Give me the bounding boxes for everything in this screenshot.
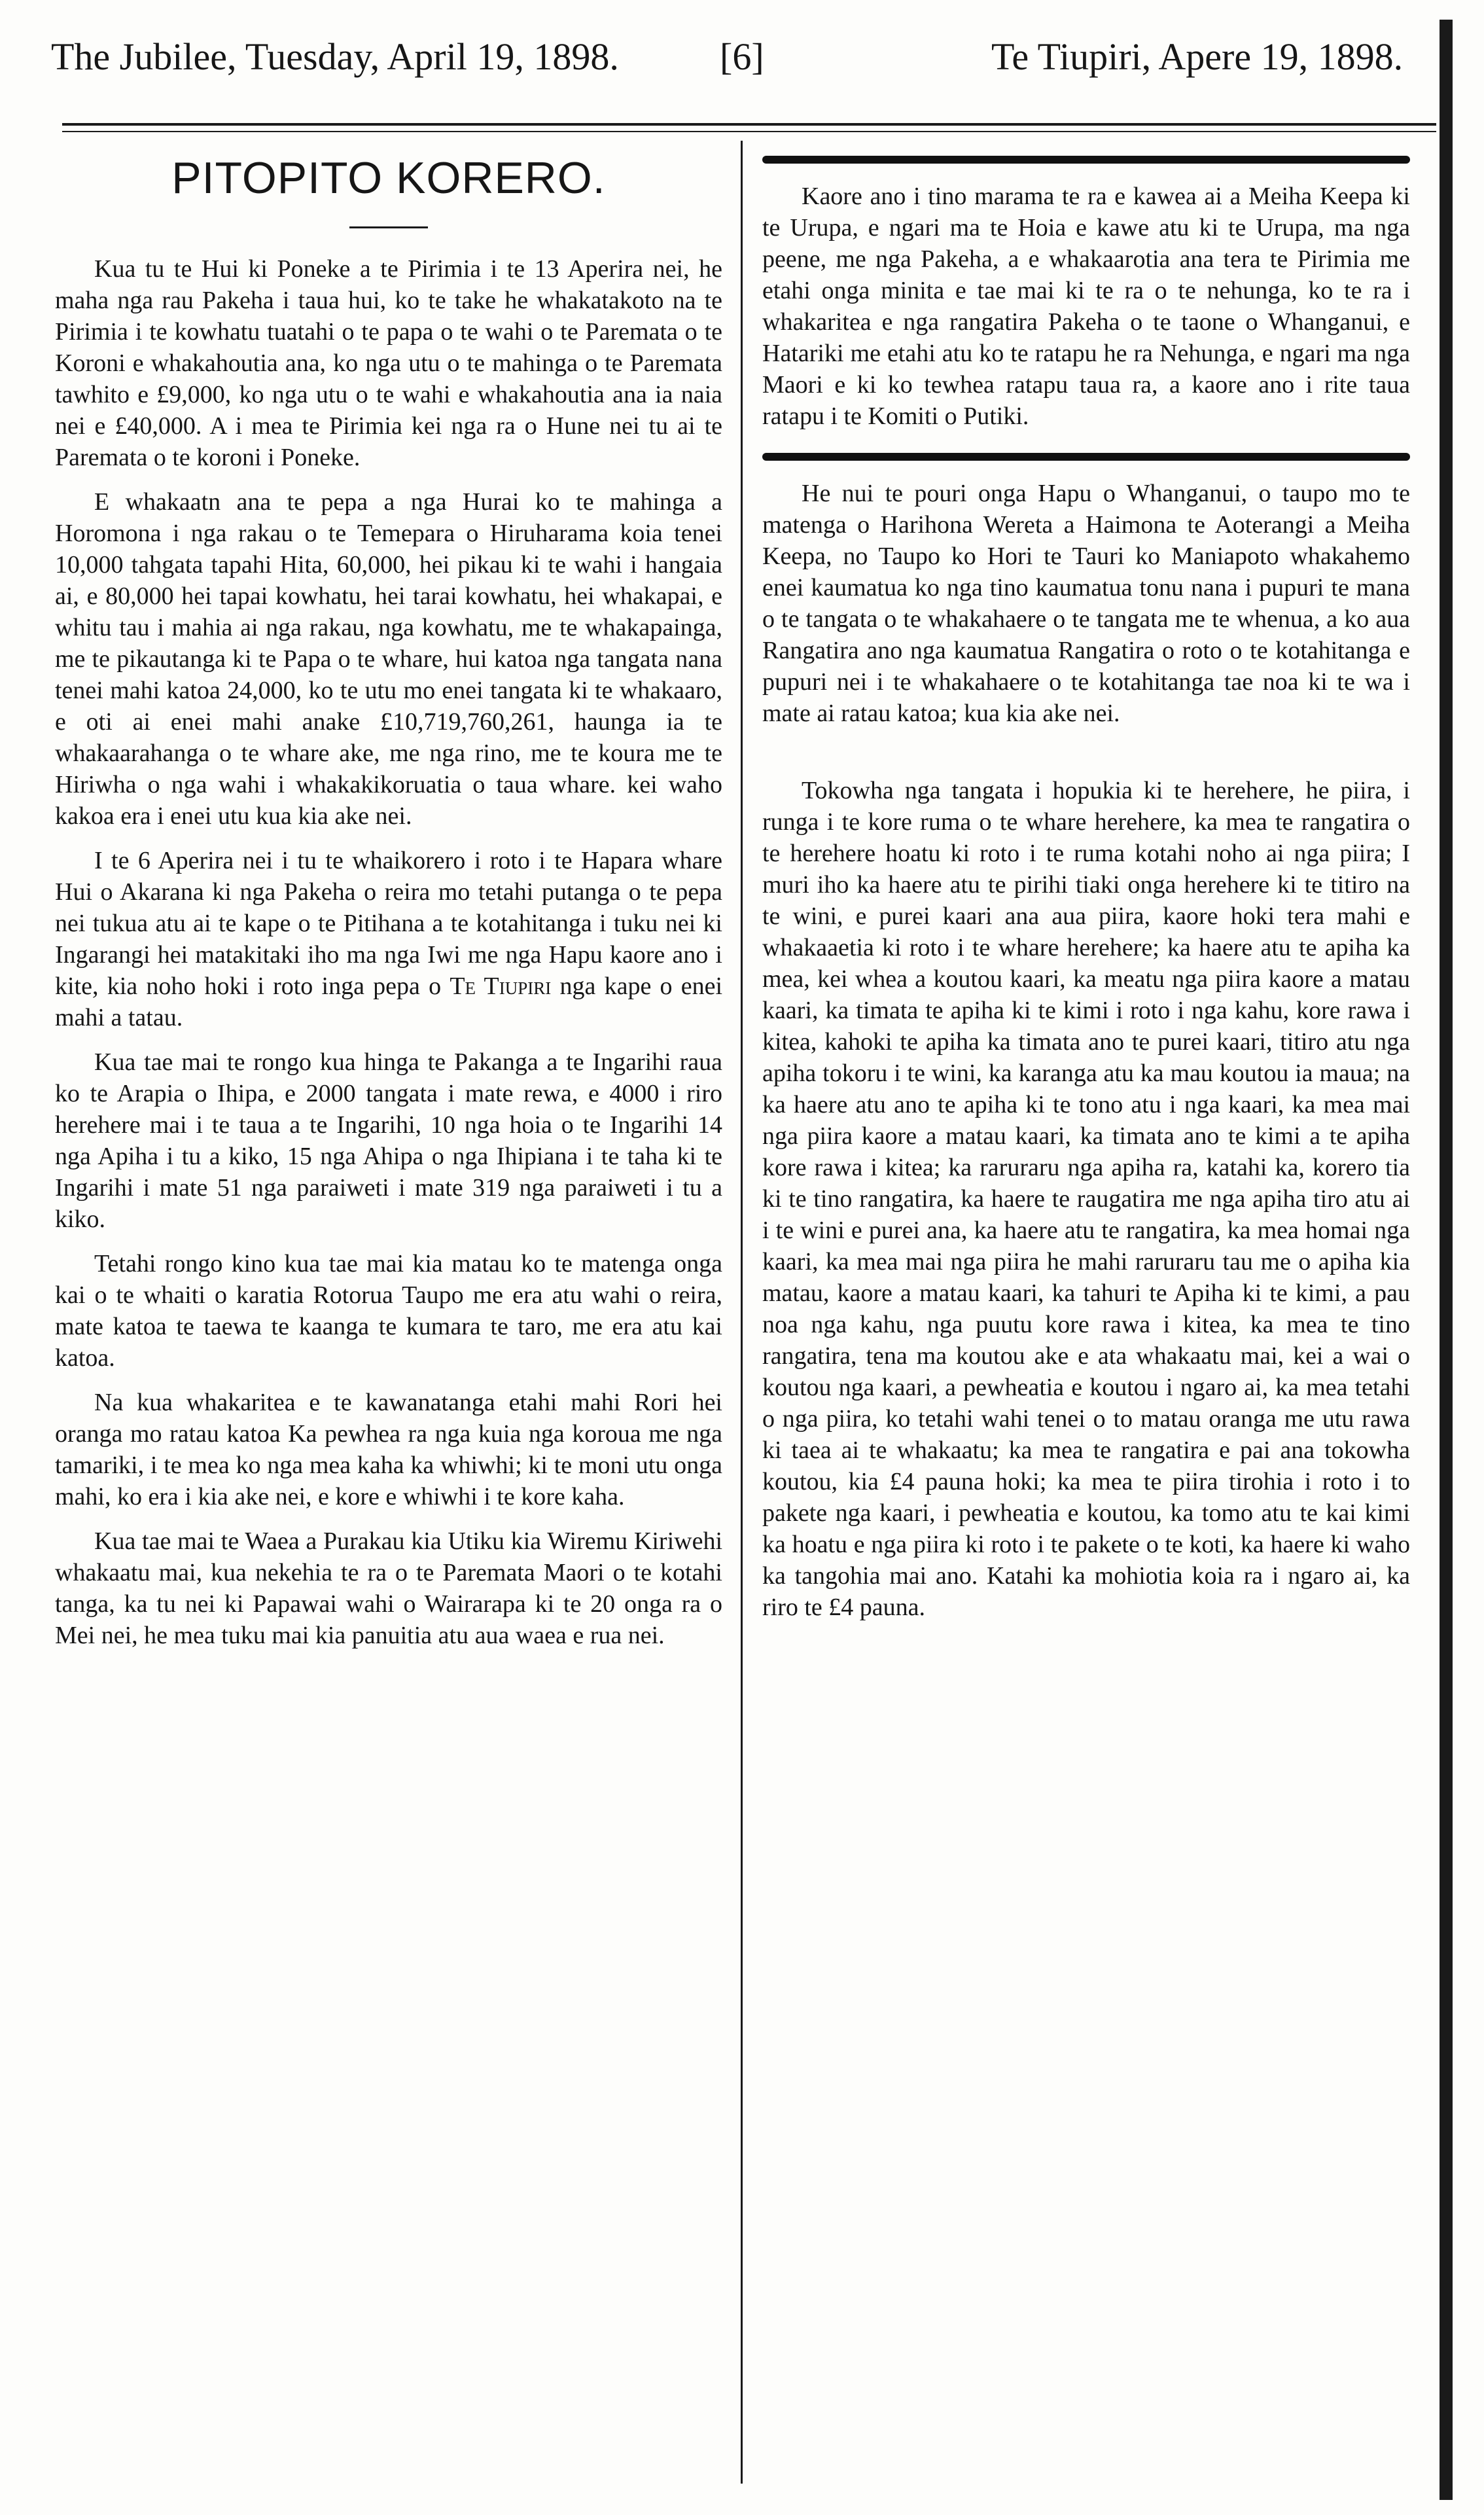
right-column (762, 137, 1410, 1636)
article-paragraph: Tokowha nga tangata i hopukia ki te herehere, he piira, i runga i te kore ruma o te whare herehere, ka mea te rangatira o te herehere hoatu ki roto i te ruma kotahi noho ai nga piira; I muri iho ka haere atu te pirihi tiaki onga herehere ki te titiro na te wini, e purei kaari ana aua piira, kaore hoki tera mahi e whakaaetia ki roto i te whare herehere; ka haere atu te apiha ka mea, kei whea a koutou kaari, ka meatu nga piira kaore a matau kaari, ka timata te apiha ki te kimi i roto i nga kahu, kore rawa i kitea, kahoki te apiha ka timata ano te purei kaari, titiro atu nga apiha tokoru i te wini, ka karanga atu ka mau koutou ia maua; na ka haere atu ano te apiha ki te tono atu i nga kaari, ka mea mai nga piira kaore a matau kaari, ka timata ano te kimi a te apiha kore rawa i kitea; ka raruraru nga apiha ra, katahi ka, korero tia ki te tino rangatira, ka haere te raugatira me nga apiha tiro atu ai i te wini e purei ana, ka haere atu te rangatira, ka mea homai nga kaari, ka mea mai nga piira he mahi raruraru tau me o apiha kia matau, kaore a matau kaari, ka tahuri te Apiha ki te kimi, a pau noa nga kahu, nga puutu kore rawa i kitea, ka mea te tino rangatira, tena ma koutou ake e ata whakaatu mai, kei a wai o koutou nga kaari, a pewheatia e koutou i ngaro ai, ka mea tetahi o nga piira, ko tetahi wahi tenei o to matau oranga me utu rawa ki taea ai te whakaatu; ka mea te rangatira e pai ana tokowha koutou, kia £4 pauna hoki; ka mea te piira tirohia i roto i to pakete nga kaari, i pewheatia e koutou, ka tomo atu te kai kimi ka hoatu e nga piira ki roto i te pakete o te koti, ka haere ki waho ka tangohia mai ano. Katahi ka mohiotia koia ra i ngaro ai, ka riro te £4 pauna. (762, 777, 1410, 1621)
newspaper-name: Te Tiupiri (450, 972, 552, 1000)
article-paragraph: Kua tae mai te rongo kua hinga te Pakanga a te Ingarihi raua ko te Arapia o Ihipa, e 2000 tangata i mate rewa, e 4000 i riro herehere mai i te taua a te Ingarihi, 10 nga hoia o te Ingarihi 14 nga Apiha i tu a kiko, 15 nga Ahipa o nga Ihipiana i te taha ki te Ingarihi i mate 51 nga paraiweti i mate 319 nga paraiweti i tu a kiko. (55, 1048, 722, 1233)
article-paragraph (55, 845, 722, 1033)
article-paragraph: Kua tu te Hui ki Poneke a te Pirimia i te 13 Aperira nei, he maha nga rau Pakeha i taua hui, ko te take he whakatakoto na te Pirimia i te kowhatu tuatahi o te papa o te wahi o te Paremata o te Koroni e whakahoutia ana, ko nga utu o te mahinga o te Paremata tawhito e £9,000, ko nga utu o te wahi e whakahoutia ana ia naia nei e £40,000. A i mea te Pirimia kei nga ra o Hune nei tu ai te Paremata o te koroni i Poneke. (55, 255, 722, 471)
section-title: PITOPITO KORERO. (171, 153, 606, 203)
column-divider (741, 141, 743, 2484)
paragraph-text: nga kape o enei mahi a tatau. (55, 972, 723, 1031)
article-paragraph: He nui te pouri onga Hapu o Whanganui, o taupo mo te matenga o Harihona Wereta a Haimona te Aoterangi a Meiha Keepa, no Taupo ko Hori te Tauri ko Maniapoto whakahemo enei kaumatua ko nga tino kaumatua tonu nana i pupuri te mana o te tangata o te whakahaere o te tangata me te whenua, a ko aua Rangatira ano nga kaumatua Rangatira o roto o te kotahitanga e pupuri nei i te whakahaere o te kotahitanga tae noa ki te wa i mate ai ratau katoa; kua kia ake nei. (762, 480, 1410, 727)
section-divider (762, 453, 1410, 461)
left-column (55, 137, 722, 1664)
section-divider (762, 156, 1410, 164)
article-paragraph: Kaore ano i tino marama te ra e kawea ai a Meiha Keepa ki te Urupa, e ngari ma te Hoia e kawe atu ki te Urupa, ma nga peene, me nga Pakeha, a e whakaarotia ana tera te Pirimia me etahi onga minita e tae mai ki te ra o te nehunga, ko te ra i whakaritea e nga rangatira Pakeha o te taone o Whanganui, e Hatariki me etahi atu ko te ratapu he ra Nehunga, e ngari ma nga Maori e ki ko tewhea ratapu taua ra, a kaore ano i rite taua ratapu i te Komiti o Putiki. (762, 183, 1410, 430)
page-number: [6] (720, 35, 764, 78)
title-underline (349, 226, 428, 228)
masthead-left: The Jubilee, Tuesday, April 19, 1898. (51, 35, 619, 78)
masthead-right: Te Tiupiri, Apere 19, 1898. (991, 35, 1404, 78)
paragraph-gap (762, 742, 1410, 775)
article-paragraph: E whakaatn ana te pepa a nga Hurai ko te mahinga a Horomona i nga rakau o te Temepara o Hiruharama koia tenei 10,000 tahgata tapahi Hita, 60,000, hei pikau ki te wahi i hangaia ai, e 80,000 hei tapai kowhatu, hei tarai kowhatu, hei whakapai, e whitu tau i mahia ai nga rakau, nga kowhatu, me te whakapainga, me te pikautanga ki te Papa o te whare, hui katoa nga tangata nana tenei mahi katoa 24,000, ko te utu mo enei tangata ki te whakaaro, e oti ai enei mahi anake £10,719,760,261, haunga ia te whakaarahanga o te whare ake, me nga rino, me te koura me te Hiriwha o nga wahi i whakakikoruatia o taua whare. kei waho kakoa era i enei utu kua kia ake nei. (55, 488, 722, 830)
paragraph-text: I te 6 Aperira nei i tu te whaikorero i roto i te Hapara whare Hui o Akarana ki nga Pakeha o reira mo tetahi putanga o te pepa nei tukua atu ai te kape o te Pitihana a te kotahitanga i tuku nei ki Ingarangi hei matakitaki iho ma nga Iwi me nga Hapu kaore ano i kite, kia noho hoki i roto inga pepa o (55, 847, 722, 1000)
article-paragraph: Kua tae mai te Waea a Purakau kia Utiku kia Wiremu Kiriwehi whakaatu mai, kua nekehia te ra o te Paremata Maori o te kotahi tanga, ka tu nei ki Papawai wahi o Wairarapa ki te 20 onga ra o Mei nei, he mea tuku mai kia panuitia atu aua waea e rua nei. (55, 1527, 722, 1649)
page-edge-bar (1440, 20, 1453, 2500)
header-rule (62, 123, 1436, 126)
article-paragraph: Tetahi rongo kino kua tae mai kia matau ko te matenga onga kai o te whaiti o karatia Rotorua Taupo me era atu wahi o reira, mate katoa te taewa te kaanga te kumara te taro, me era atu kai katoa. (55, 1250, 722, 1372)
header-rule-thin (62, 131, 1436, 132)
article-paragraph: Na kua whakaritea e te kawanatanga etahi mahi Rori hei oranga mo ratau katoa Ka pewhea ra nga kuia nga koroua me nga tamariki, i te mea ko nga mea kaha ka whiwhi; ki te moni utu onga mahi, ko era i kia ake nei, e kore e whiwhi i te kore kaha. (55, 1389, 722, 1510)
